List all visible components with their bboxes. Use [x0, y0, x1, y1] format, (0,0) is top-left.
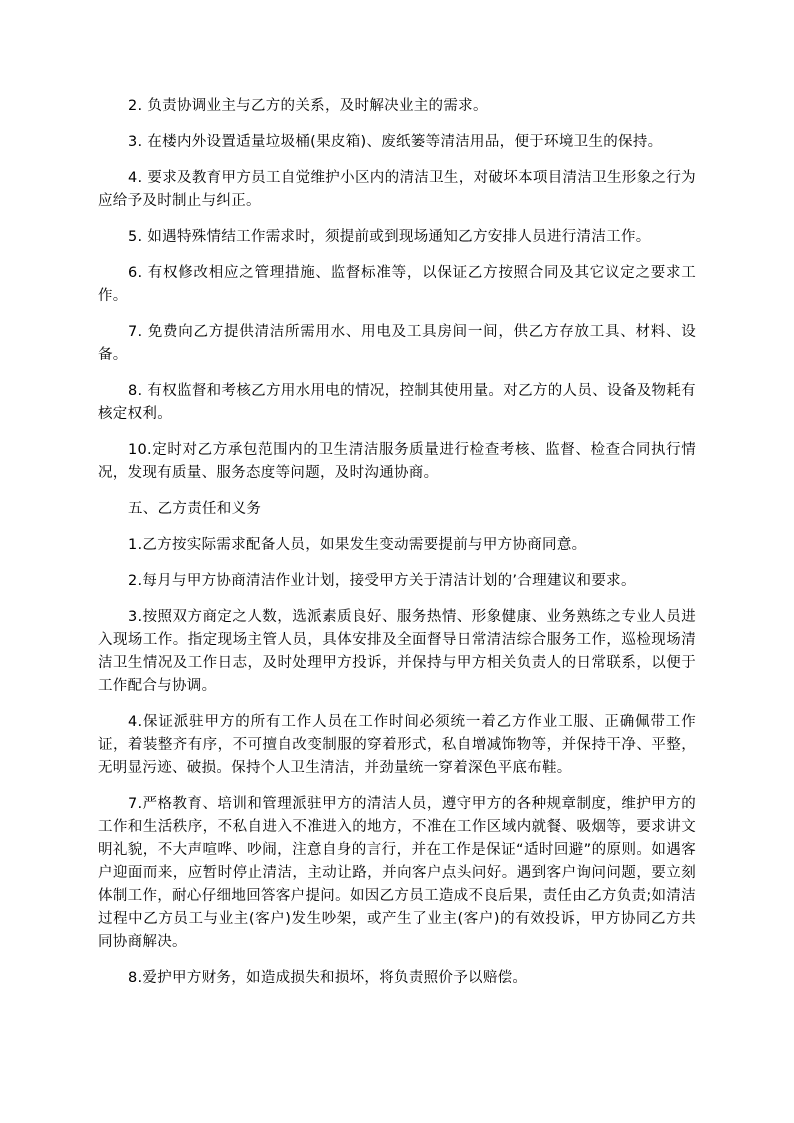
paragraph-party-b-8: 8.爱护甲方财务，如造成损失和损坏，将负责照价予以赔偿。 — [128, 970, 528, 986]
paragraph-duty-7: 7. 免费向乙方提供清洁所需用水、用电及工具房间一间，供乙方存放工具、材料、设备。 — [98, 324, 696, 363]
paragraph-party-b-1: 1.乙方按实际需求配备人员，如果发生变动需要提前与甲方协商同意。 — [128, 537, 587, 553]
section-heading-party-b: 五、乙方责任和义务 — [128, 501, 262, 517]
paragraph-duty-2: 2. 负责协调业主与乙方的关系，及时解决业主的需求。 — [128, 98, 488, 114]
paragraph-party-b-3: 3.按照双方商定之人数，选派素质良好、服务热情、形象健康、业务熟练之专业人员进入现场工作。指定现场主管人员，具体安排及全面督导日常清洁综合服务工作，巡检现场清洁卫生情况及工作日志，及时处理甲方投诉，并保持与甲方相关负责人的日常联系，以便于工作配合与协调。 — [98, 609, 696, 694]
paragraph-party-b-2: 2.每月与甲方协商清洁作业计划，接受甲方关于清洁计划的’合理建议和要求。 — [128, 573, 636, 589]
paragraph-duty-6: 6. 有权修改相应之管理措施、监督标准等，以保证乙方按照合同及其它议定之要求工作。 — [98, 265, 696, 304]
paragraph-duty-8: 8. 有权监督和考核乙方用水用电的情况，控制其使用量。对乙方的人员、设备及物耗有核定权利。 — [98, 383, 696, 422]
paragraph-party-b-4: 4.保证派驻甲方的所有工作人员在工作时间必须统一着乙方作业工服、正确佩带工作证，着装整齐有序，不可擅自改变制服的穿着形式，私自增减饰物等，并保持干净、平整，无明显污迹、破损。保持个人卫生清洁，并劲量统一穿着深色平底布鞋。 — [98, 714, 696, 776]
paragraph-duty-4: 4. 要求及教育甲方员工自觉维护小区内的清洁卫生，对破坏本项目清洁卫生形象之行为应给予及时制止与纠正。 — [98, 170, 696, 209]
paragraph-duty-3: 3. 在楼内外设置适量垃圾桶(果皮箱)、废纸篓等清洁用品，便于环境卫生的保持。 — [128, 134, 663, 150]
paragraph-party-b-7: 7.严格教育、培训和管理派驻甲方的清洁人员，遵守甲方的各种规章制度，维护甲方的工作和生活秩序，不私自进入不准进入的地方，不准在工作区域内就餐、吸烟等，要求讲文明礼貌，不大声喧哗、吵闹，注意自身的言行，并在工作是保证“适时回避”的原则。如遇客户迎面而来，应暂时停止清洁，主动让路，并向客户点头问好。遇到客户询问问题，要立刻体制工作，耐心仔细地回答客户提问。如因乙方员工造成不良后果，责任由乙方负责;如清洁过程中乙方员工与业主(客户)发生吵架，或产生了业主(客户)的有效投诉，甲方协同乙方共同协商解决。 — [98, 796, 696, 950]
paragraph-duty-5: 5. 如遇特殊情结工作需求时，须提前或到现场通知乙方安排人员进行清洁工作。 — [128, 229, 651, 245]
paragraph-duty-10: 10.定时对乙方承包范围内的卫生清洁服务质量进行检查考核、监督、检查合同执行情况，发现有质量、服务态度等问题，及时沟通协商。 — [98, 442, 696, 481]
